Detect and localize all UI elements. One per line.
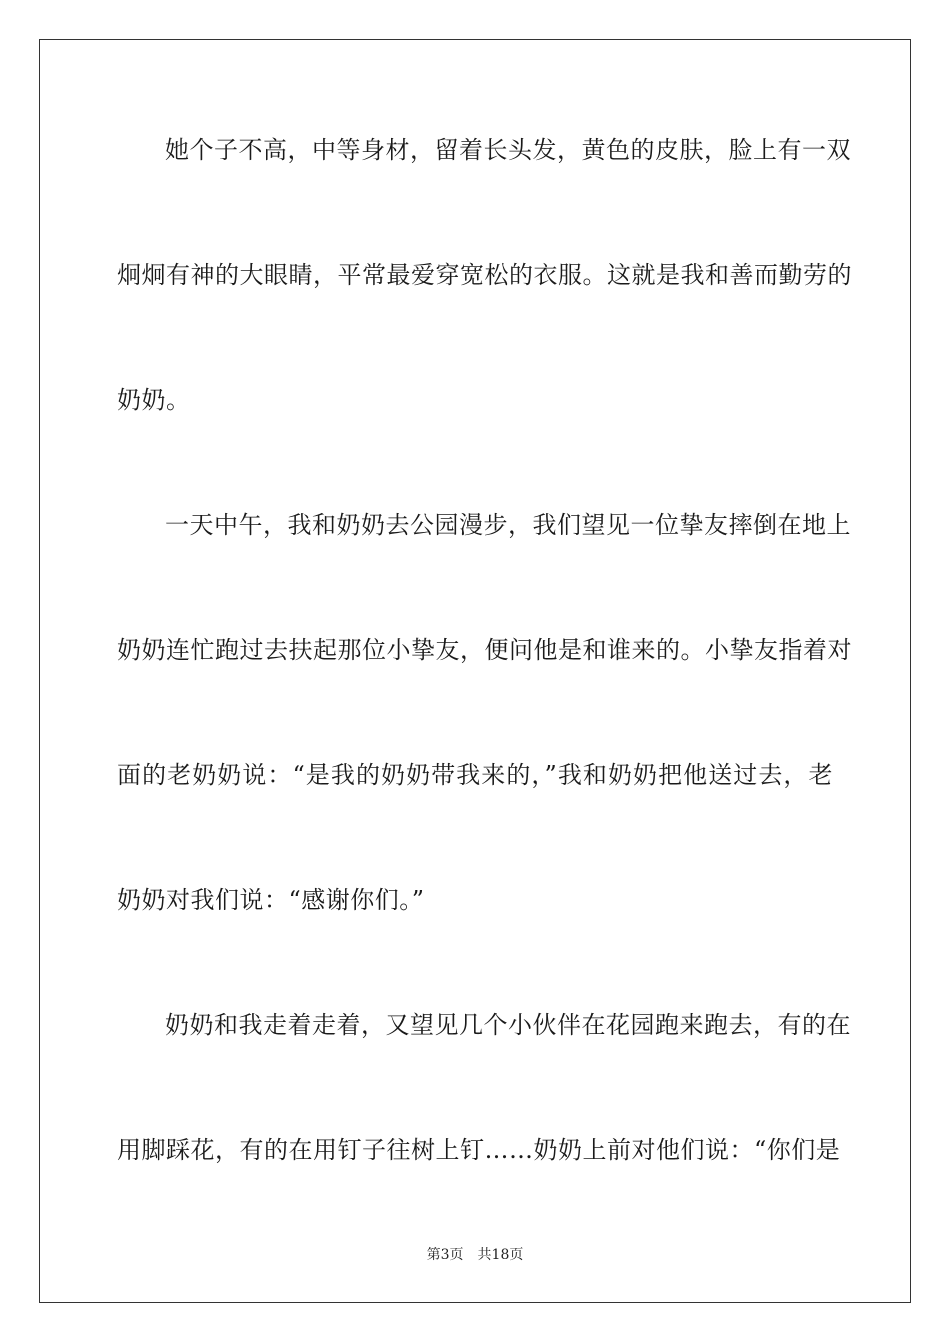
paragraph-line: 她个子不高，中等身材，留着长头发，黄色的皮肤，脸上有一双	[165, 136, 851, 164]
paragraph-line: 奶奶连忙跑过去扶起那位小挚友，便问他是和谁来的。小挚友指着对	[117, 636, 852, 664]
page-footer	[0, 1246, 950, 1264]
paragraph-line: 奶奶和我走着走着，又望见几个小伙伴在花园跑来跑去，有的在	[165, 1011, 851, 1039]
paragraph-line: 炯炯有神的大眼睛，平常最爱穿宽松的衣服。这就是我和善而勤劳的	[117, 261, 852, 289]
paragraph-line: 面的老奶奶说：“是我的奶奶带我来的，”我和奶奶把他送过去，老	[117, 761, 833, 789]
paragraph-line: 奶奶对我们说：“感谢你们。”	[117, 886, 425, 914]
total-pages: 共18页	[477, 1247, 524, 1263]
paragraph-line: 奶奶。	[117, 386, 191, 414]
paragraph-line: 一天中午，我和奶奶去公园漫步，我们望见一位挚友摔倒在地上	[165, 511, 851, 539]
current-page-number: 第3页	[426, 1247, 464, 1263]
page-border	[39, 39, 911, 1303]
paragraph-line: 用脚踩花，有的在用钉子往树上钉……奶奶上前对他们说：“你们是	[117, 1136, 841, 1164]
